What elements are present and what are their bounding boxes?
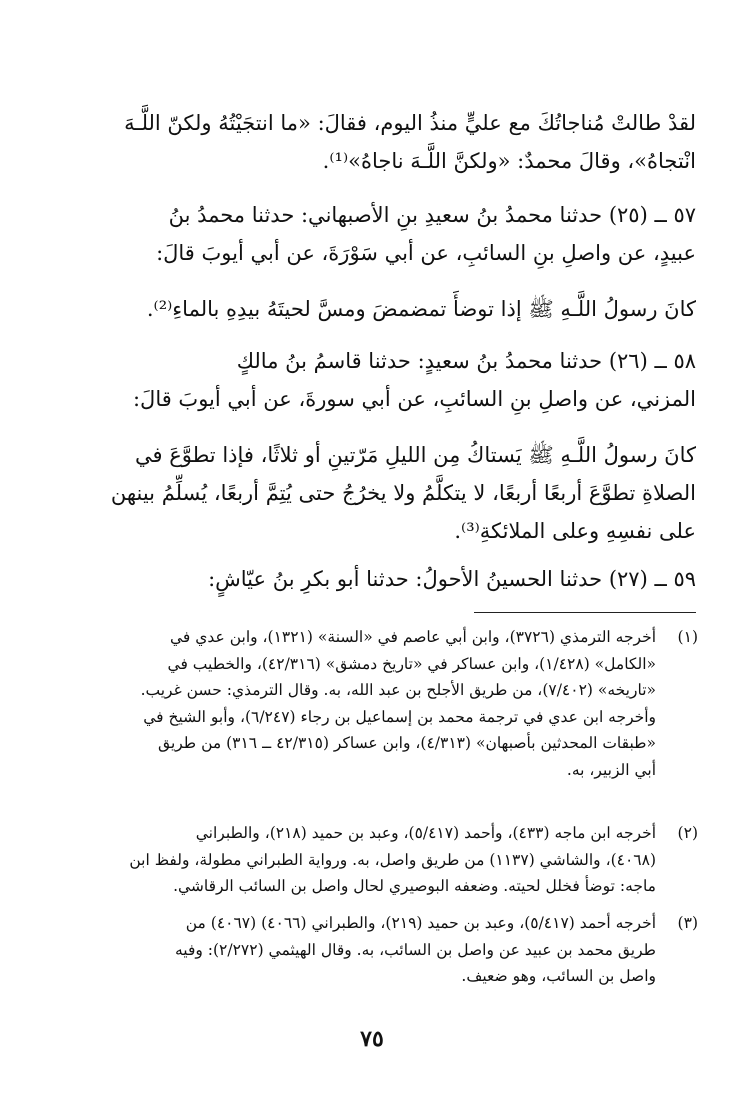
footnote-line: أبي الزبير، به. [566,760,656,779]
footnote-number: (٢) [677,824,698,842]
hadith-59-chain [88,560,696,598]
footnote-line: «تاريخه» (٧/٤٠٢)، من طريق الأجلح بن عبد الله، به. وقال الترمذي: حسن غريب. [140,681,656,699]
text-line: ٥٨ ــ (٢٦) حدثنا محمدُ بنُ سعيدٍ: حدثنا قاسمُ بنُ مالكٍ [236,349,696,373]
page-number: ٧٥ [360,1026,384,1052]
footnote-1 [94,624,698,784]
footnote-line: (٤٠٦٨)، والشاشي (١١٣٧) من طريق واصل، به. ورواية الطبراني مطولة، ولفظ ابن [129,850,656,869]
text-line: انْتجاهُ»، وقالَ محمدٌ: «ولكنَّ اللَّـهَ ناجاهُ»⁽¹⁾. [322,149,696,173]
footnote-line: أخرجه الترمذي (٣٧٢٦)، وابن أبي عاصم في «السنة» (١٣٢١)، وابن عدي في [170,628,656,646]
footnote-line: واصل بن السائب، وهو ضعيف. [461,967,656,985]
text-line: على نفسِهِ وعلى الملائكةِ⁽³⁾. [454,519,696,543]
footnote-line: ماجه: توضأ فخلل لحيته. وضعفه البوصيري لحال واصل بن السائب الرقاشي. [173,877,656,895]
text-line: الصلاةِ تطوَّعَ أربعًا أربعًا، لا يتكلَّمُ ولا يخرُجُ حتى يُتِمَّ أربعًا، يُسلِّمُ بينهن [110,481,696,505]
footnote-line: طريق محمد بن عبيد عن واصل بن السائب، به. وقال الهيثمي (٢/٢٧٢): وفيه [174,940,656,959]
footnote-separator [474,612,696,613]
text-line: المزني، عن واصلِ بنِ السائبِ، عن أبي سورةَ، عن أبي أيوبَ قالَ: [132,387,696,411]
footnote-3 [94,910,698,990]
text-line: عبيدٍ، عن واصلِ بنِ السائبِ، عن أبي سَوْرَةَ، عن أبي أيوبَ قالَ: [156,241,696,265]
text-line: كانَ رسولُ اللَّـهِ ﷺ يَستاكُ مِن الليلِ مَرّتينِ أو ثلاثًا، فإذا تطوَّعَ في [134,443,696,467]
footnote-line: «طبقات المحدثين بأصبهان» (٤/٣١٣)، وابن عساكر (٤٢/٣١٥ ــ ٣١٦) من طريق [158,734,656,752]
footnote-line: وأخرجه ابن عدي في ترجمة محمد بن إسماعيل بن رجاء (٦/٢٤٧)، وأبو الشيخ في [143,707,656,726]
text-line: ٥٩ ــ (٢٧) حدثنا الحسينُ الأحولُ: حدثنا أبو بكرِ بنُ عيّاشٍ: [208,567,696,591]
hadith-57-chain [88,196,696,272]
hadith-57-text [88,290,696,328]
footnote-number: (٣) [677,914,698,932]
footnote-line: أخرجه أحمد (٥/٤١٧)، وعبد بن حميد (٢١٩)، والطبراني (٤٠٦٦) (٤٠٦٧) من [185,914,656,932]
footnote-number: (١) [677,628,698,646]
text-line: لقدْ طالتْ مُناجاتُكَ مع عليٍّ منذُ اليوم، فقالَ: «ما انتجَيْتُهُ ولكنّ اللَّـهَ [124,111,696,135]
text-line: ٥٧ ــ (٢٥) حدثنا محمدُ بنُ سعيدِ بنِ الأصبهاني: حدثنا محمدُ بنُ [168,203,696,227]
hadith-58-chain [88,342,696,418]
paragraph-continuation [88,104,696,180]
footnote-line: أخرجه ابن ماجه (٤٣٣)، وأحمد (٥/٤١٧)، وعبد بن حميد (٢١٨)، والطبراني [195,824,656,842]
text-line: كانَ رسولُ اللَّـهِ ﷺ إذا توضأَ تمضمضَ ومسَّ لحيتَهُ بيدِهِ بالماءِ⁽²⁾. [146,297,696,321]
footnote-2 [94,820,698,900]
hadith-58-text [88,436,696,550]
footnote-line: «الكامل» (١/٤٢٨)، وابن عساكر في «تاريخ دمشق» (٤٢/٣١٦)، والخطيب في [167,654,656,673]
